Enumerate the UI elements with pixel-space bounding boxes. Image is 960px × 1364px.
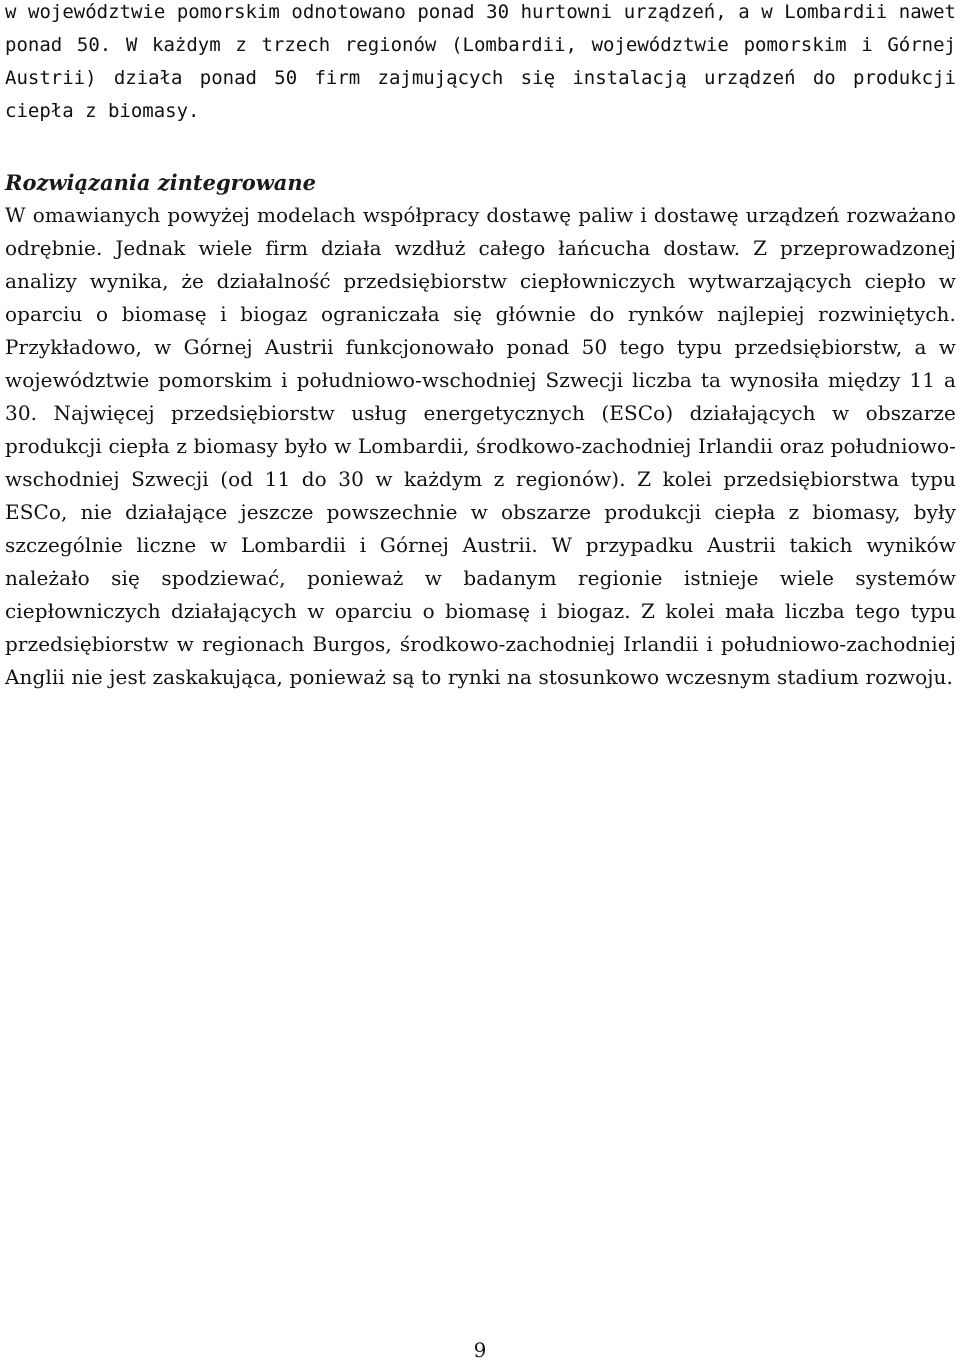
integrated-solutions-paragraph: W omawianych powyżej modelach współpracy dostawę paliw i dostawę urządzeń rozważano odrębnie. Jednak wiele firm działa wzdłuż całego łańcucha dostaw. Z przeprowadzonej analizy wynika, że działalność przedsiębiorstw ciepłowniczych wytwarzających ciepło w oparciu o biomasę i biogaz ograniczała się głównie do rynków najlepiej rozwiniętych. Przykładowo, w Górnej Austrii funkcjonowało ponad 50 tego typu przedsiębiorstw, a w województwie pomorskim i południowo-wschodniej Szwecji liczba ta wynosiła między 11 a 30. Najwięcej przedsiębiorstw usług energetycznych (ESCo) działających w obszarze produkcji ciepła z biomasy było w Lombardii, środkowo-zachodniej Irlandii oraz południowo-wschodniej Szwecji (od 11 do 30 w każdym z regionów). Z kolei przedsiębiorstwa typu ESCo, nie działające jeszcze powszechnie w obszarze produkcji ciepła z biomasy, były szczególnie liczne w Lombardii i Górnej Austrii. W przypadku Austrii takich wyników należało się spodziewać, ponieważ w badanym regionie istnieje wiele systemów ciepłowniczych działających w oparciu o biomasę i biogaz. Z kolei mała liczba tego typu przedsiębiorstw w regionach Burgos, środkowo-zachodniej Irlandii i południowo-zachodniej Anglii nie jest zaskakująca, ponieważ są to rynki na stosunkowo wczesnym stadium rozwoju.: [5, 203, 956, 689]
section-heading: Rozwiązania zintegrowane: [5, 170, 317, 195]
intro-paragraph: w województwie pomorskim odnotowano ponad 30 hurtowni urządzeń, a w Lombardii nawet ponad 50. W każdym z trzech regionów (Lombardii, województwie pomorskim i Górnej Austrii) działa ponad 50 firm zajmujących się instalacją urządzeń do produkcji ciepła z biomasy.: [5, 1, 956, 122]
document-page: [5, 0, 956, 694]
page-number: 9: [473, 1338, 487, 1362]
